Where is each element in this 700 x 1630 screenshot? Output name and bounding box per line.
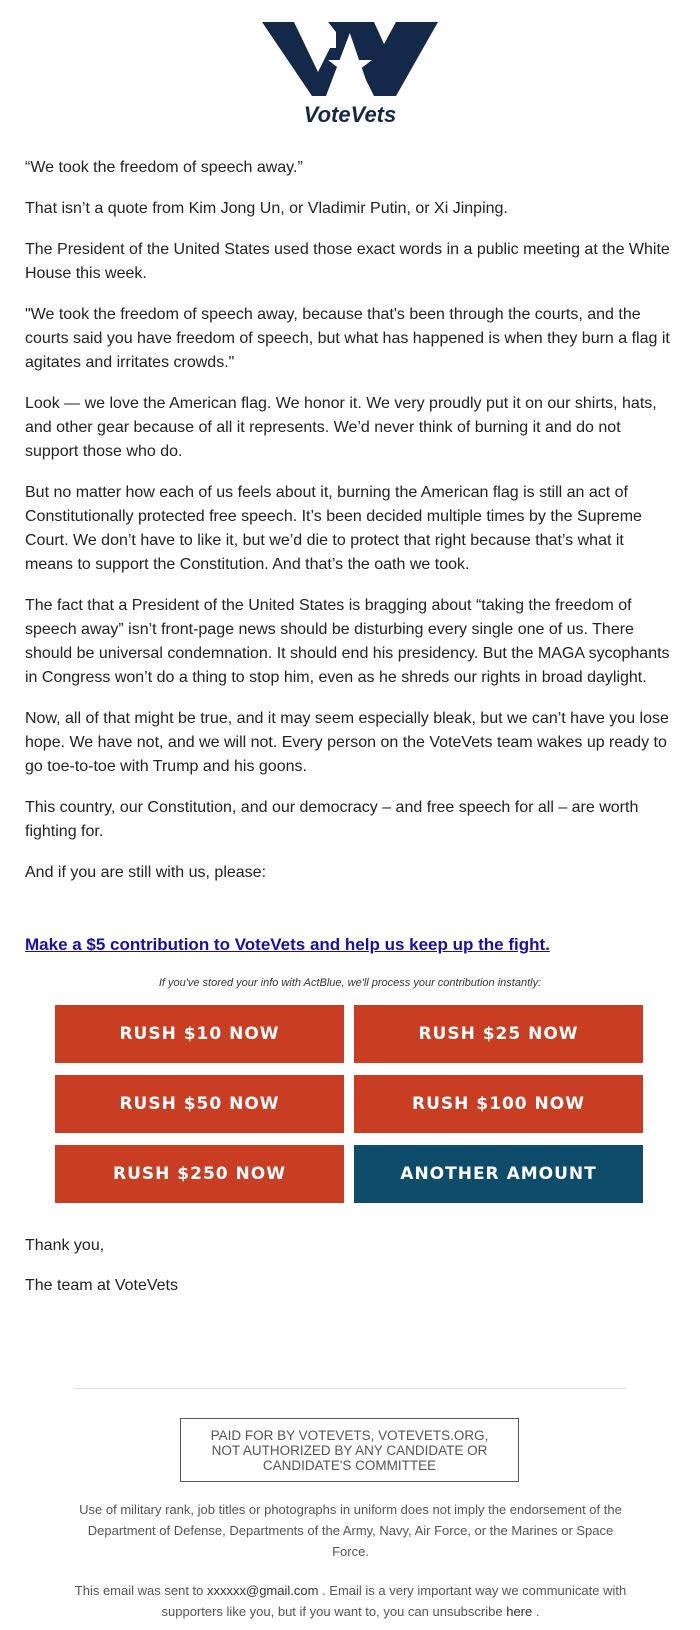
paragraph-quote: “We took the freedom of speech away.” [25, 159, 303, 176]
votevets-logo[interactable] [0, 22, 700, 126]
unsubscribe-link[interactable]: here [506, 1604, 533, 1619]
paid-for-box [180, 1418, 519, 1482]
rush-250-button[interactable]: RUSH $250 NOW [55, 1145, 344, 1203]
paragraph-please: And if you are still with us, please: [25, 864, 267, 881]
paid-for-text: PAID FOR BY VOTEVETS, VOTEVETS.ORG, NOT AUTHORIZED BY ANY CANDIDATE OR CANDIDATE'S COMMITTEE [210, 1427, 489, 1473]
paragraph-full-quote: "We took the freedom of speech away, because that's been through the courts, and the courts said you have freedom of speech, but what has happened is when they burn a flag it agitates and irritates crowds." [25, 306, 670, 371]
footer-divider [74, 1388, 627, 1389]
paragraph-president: The President of the United States used those exact words in a public meeting at the White House this week. [25, 241, 670, 282]
rush-50-button[interactable]: RUSH $50 NOW [55, 1075, 344, 1133]
votevets-vv-star-mark [262, 22, 438, 126]
actblue-note: If you've stored your info with ActBlue, we'll process your contribution instantly: [158, 977, 542, 989]
paragraph-love-flag: Look — we love the American flag. We honor it. We very proudly put it on our shirts, hats, and other gear because of all it represents. We’d never think of burning it and do not support those who do. [25, 395, 657, 460]
paragraph-worth-fighting: This country, our Constitution, and our democracy – and free speech for all – are worth fighting for. [25, 799, 639, 840]
recipient-email: xxxxxx@gmail.com [207, 1583, 319, 1598]
paragraph-not-a-quote: That isn’t a quote from Kim Jong Un, or Vladimir Putin, or Xi Jinping. [25, 200, 508, 217]
rush-100-button[interactable]: RUSH $100 NOW [354, 1075, 643, 1133]
paragraph-free-speech: But no matter how each of us feels about it, burning the American flag is still an act of Constitutionally protected free speech. It’s been decided multiple times by the Supreme Court. We don’t have to like it, but we’d die to protect that right because that’s what it means to support the Constitution. And that’s the oath we took. [25, 484, 642, 573]
sent-prefix: This email was sent to [74, 1583, 207, 1598]
signoff [25, 1234, 178, 1314]
rush-10-button[interactable]: RUSH $10 NOW [55, 1005, 344, 1063]
another-amount-button[interactable]: ANOTHER AMOUNT [354, 1145, 643, 1203]
rush-25-button[interactable]: RUSH $25 NOW [354, 1005, 643, 1063]
paragraph-hope: Now, all of that might be true, and it may seem especially bleak, but we can’t have you lose hope. We have not, and we will not. Every person on the VoteVets team wakes up ready to go toe-to-toe with Trump and his goons. [25, 710, 669, 775]
sent-suffix: . [532, 1604, 540, 1619]
signoff-team: The team at VoteVets [25, 1277, 178, 1294]
signoff-thanks: Thank you, [25, 1237, 105, 1254]
email-body [25, 156, 675, 902]
military-disclaimer: Use of military rank, job titles or photographs in uniform does not imply the endorsement of the Department of Defense, Departments of the Army, Navy, Air Force, or the Marines or Space Force. [79, 1502, 622, 1559]
logo-wordmark: VoteVets [303, 102, 397, 126]
cta-line [25, 935, 675, 955]
contribute-5-link[interactable]: Make a $5 contribution to VoteVets and help us keep up the fight. [25, 935, 550, 954]
sent-to-notice [74, 1580, 627, 1622]
sent-middle: . Email is a very important way we communicate with supporters like you, but if you want to, you can unsubscribe [161, 1583, 627, 1619]
paragraph-bragging: The fact that a President of the United States is bragging about “taking the freedom of speech away” isn’t front-page news should be disturbing every single one of us. There should be universal condemnation. It should end his presidency. But the MAGA sycophants in Congress won’t do a thing to stop him, even as he shreds our rights in broad daylight. [25, 597, 670, 686]
